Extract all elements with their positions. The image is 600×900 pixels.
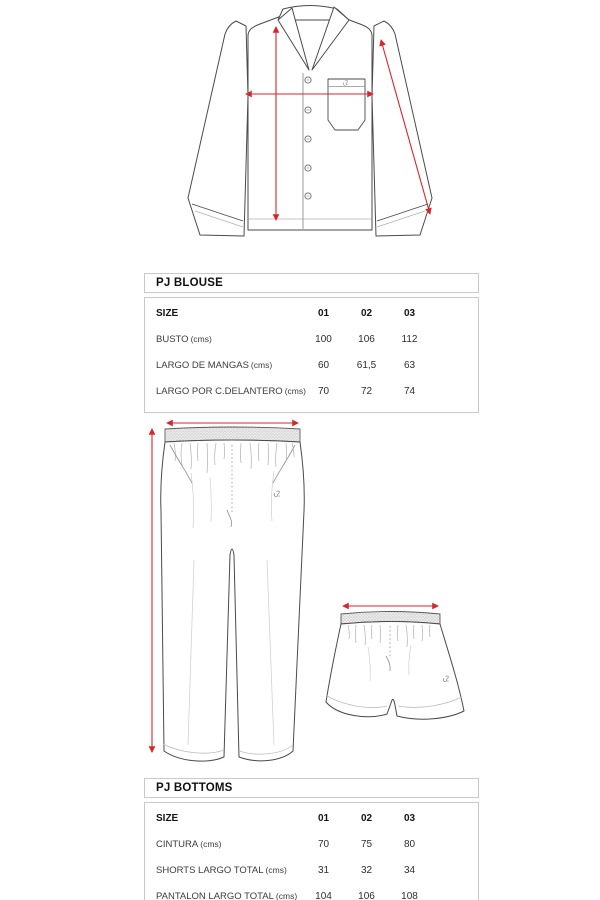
row-label: LARGO DE MANGAS (cms) [156,359,273,371]
table-row-mangas [145,352,478,378]
cell-value: 63 [403,359,416,371]
cell-value: 72 [360,385,373,397]
cell-value: 70 [317,385,330,397]
chest-pocket [328,79,365,130]
cell-value: 75 [360,838,373,850]
cell-value: 70 [317,838,330,850]
row-label: LARGO POR C.DELANTERO (cms) [156,385,306,397]
pants-body [161,440,305,761]
row-unit: (cms) [200,838,222,849]
size-col-02: 02 [360,812,373,824]
cell-value: 74 [403,385,416,397]
size-col-03: 03 [403,812,416,824]
size-col-01: 01 [317,812,330,824]
row-label: SHORTS LARGO TOTAL (cms) [156,864,287,876]
cell-value: 60 [317,359,330,371]
cell-value: 108 [401,890,418,900]
row-unit: (cms) [284,385,306,396]
row-unit: (cms) [275,890,298,900]
cell-value: 80 [403,838,416,850]
table-title-text: PJ BLOUSE [156,277,223,289]
cell-value: 34 [403,864,416,876]
row-unit: (cms) [190,333,212,344]
row-unit: (cms) [265,864,287,875]
pants-drawing [152,423,304,761]
table-row-busto [145,326,478,352]
shorts-drawing [326,606,464,719]
row-label: BUSTO (cms) [156,333,212,345]
pj-blouse-size-table [144,273,479,413]
table-row-delantero [145,378,478,404]
table-title [144,778,479,798]
cell-value: 32 [360,864,373,876]
cell-value: 104 [315,890,332,900]
cell-value: 100 [315,333,332,345]
cell-value: 106 [358,333,375,345]
shorts-body [326,622,464,720]
cell-value: 106 [358,890,375,900]
size-label: SIZE [156,307,179,319]
table-body [144,802,479,900]
size-col-02: 02 [360,307,373,319]
size-col-03: 03 [403,307,416,319]
size-label: SIZE [156,812,179,824]
cell-value: 112 [401,333,418,345]
table-title [144,273,479,293]
table-row-pantalon-largo [145,883,478,900]
table-header-row [145,805,478,831]
row-label: PANTALON LARGO TOTAL (cms) [156,890,298,900]
table-row-cintura [145,831,478,857]
table-title-text: PJ BOTTOMS [156,782,233,794]
cell-value: 31 [317,864,330,876]
table-header-row [145,300,478,326]
pj-bottoms-illustration [140,415,480,775]
cell-value: 61,5 [356,359,377,371]
pj-bottoms-size-table [144,778,479,900]
pj-blouse-illustration [180,0,440,240]
size-col-01: 01 [317,307,330,319]
row-label: CINTURA (cms) [156,838,222,850]
row-unit: (cms) [250,359,273,370]
table-body [144,297,479,413]
table-row-shorts-largo [145,857,478,883]
